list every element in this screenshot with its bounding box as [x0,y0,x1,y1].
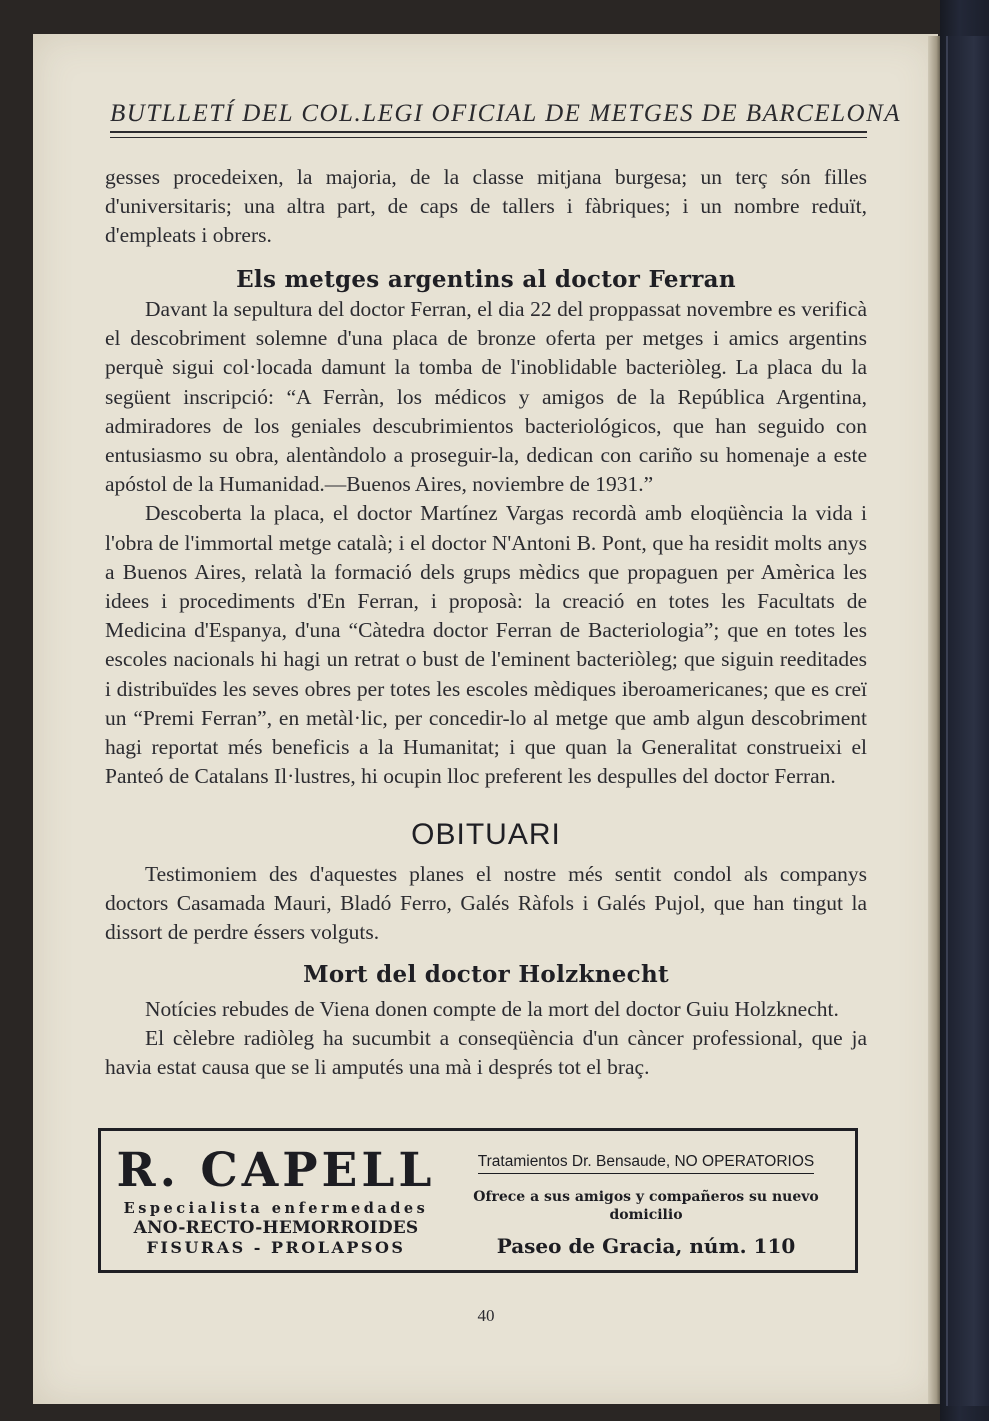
paragraph: Testimoniem des d'aquestes planes el nostre més sentit condol als companys doctors Casamada Mauri, Bladó Ferro, Galés Ràfols i Galés Pujol, que han tingut la dissort de perdre éssers volguts. [105,862,867,945]
header-rule-thin [110,137,867,138]
obituary-title: OBITUARI [411,818,561,851]
adjacent-binding [940,0,989,1421]
section-ferran-body [105,295,867,791]
ad-specialty-area: ANO-RECTO-HEMORROIDES [133,1218,419,1238]
ad-left-column [101,1131,451,1270]
running-head: BUTLLETÍ DEL COL.LEGI OFICIAL DE METGES DE BARCELONA [110,100,902,127]
paragraph: Descoberta la placa, el doctor Martínez Vargas recordà amb eloqüència la vida i l'obra de l'immortal metge català; i el doctor N'Antoni B. Pont, que ha residit molts anys a Buenos Aires, relatà la formació dels grups mèdics que propaguen per Amèrica les idees i procediments d'En Ferran, i proposà: la creació en totes les Facultats de Medicina d'Espanya, d'una “Càtedra doctor Ferran de Bacteriologia”; que en totes les escoles nacionals hi hagi un retrat o bust de l'eminent bacteriòleg; que siguin reeditades i distribuïdes les seves obres per totes les escoles mèdiques iberoamericanes; que es creï un “Premi Ferran”, en metàl·lic, per concedir-lo al metge que amb algun descobriment hagi reportat més beneficis a la Humanitat; i que quan la Generalitat construeixi el Panteó de Catalans Il·lustres, hi ocupin lloc preferent les despulles del doctor Ferran. [105,501,867,789]
ad-address: Paseo de Gracia, núm. 110 [496,1234,796,1258]
page-number: 40 [477,1306,495,1325]
obituary-body [105,860,867,948]
paragraph: Notícies rebudes de Viena donen compte de la mort del doctor Guiu Holzknecht. [145,997,839,1021]
ad-specialty-area-2: FISURAS - PROLAPSOS [146,1238,406,1257]
intro-text [105,163,867,251]
intro-paragraph: gesses procedeixen, la majoria, de la classe mitjana burgesa; un terç són filles d'universitaris; una altra part, de caps de tallers i fàbriques; i un nombre reduït, d'empleats i obrers. [105,165,867,248]
section-holzknecht-body [105,995,867,1083]
paragraph: Davant la sepultura del doctor Ferran, el dia 22 del proppassat novembre es verificà el descobriment solemne d'una placa de bronze oferta per metges i amics argentins perquè sigui col·locada damunt la tomba de l'inoblidable bacteriòleg. La placa du la següent inscripció: “A Ferràn, los médicos y amigos de la República Argentina, admiradores de los geniales descubrimientos bacteriológicos, que han seguido con entusiasmo su obra, alentàndolo a proseguir-la, dedican con cariño su homenaje a este apóstol de la Humanidad.—Buenos Aires, noviembre de 1931.” [105,297,867,497]
ad-offer: Ofrece a sus amigos y compañeros su nuevo domicilio [473,1189,819,1223]
ad-specialty: Especialista enfermedades [123,1200,429,1217]
section-title-ferran: Els metges argentins al doctor Ferran [236,266,736,293]
ad-doctor-name: R. CAPELL [116,1143,436,1198]
section-title-holzknecht: Mort del doctor Holzknecht [303,961,669,988]
header-rule [110,131,867,133]
ad-right-column [456,1131,836,1270]
advertisement-box [98,1128,858,1273]
paragraph: El cèlebre radiòleg ha sucumbit a conseqüència d'un càncer professional, que ja havia estat causa que se li amputés una mà i després tot el braç. [105,1026,867,1080]
ad-treatments: Tratamientos Dr. Bensaude, NO OPERATORIOS [478,1153,815,1174]
page-edge [928,36,940,1404]
